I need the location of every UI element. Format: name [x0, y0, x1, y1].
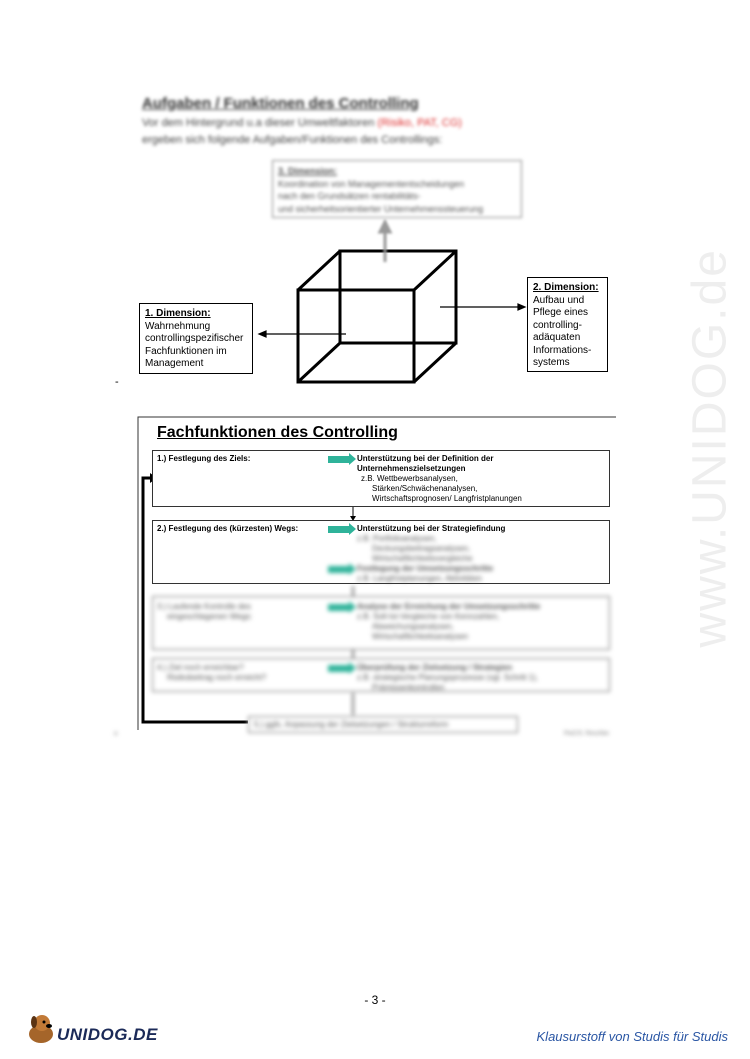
dim1-line-1: Wahrnehmung [145, 320, 211, 332]
dim1-line-3: Fachfunktionen im [145, 345, 227, 357]
dim1-line-2: controllingspezifischer [145, 333, 244, 344]
row-2-label: 2.) Festlegung des (kürzesten) Wegs: [157, 524, 299, 533]
corner-mark: a [114, 731, 118, 737]
connector-2-3 [352, 586, 354, 596]
row-4-label-1: 4.) Ziel noch erreichbar? [157, 663, 244, 672]
row-1-green-arrow [328, 456, 350, 463]
dim2-line-2: Pflege eines [533, 307, 589, 318]
dim2-line-5: Informations- [533, 344, 592, 356]
row-3-head: Analyse der Erreichung der Umsetzungsschritte [357, 602, 541, 611]
row-1-sub-3: Wirtschaftsprognosen/ Langfristplanungen [372, 494, 522, 503]
row-3-label-1: 3.) Laufende Kontrolle des [157, 602, 251, 611]
row-2-head-2: Festlegung der Umsetzungsschritte [357, 564, 494, 573]
dim2-heading: 2. Dimension: [533, 282, 599, 293]
row-2-head: Unterstützung bei der Strategiefindung [357, 524, 506, 533]
dim2-line-3: controlling- [533, 319, 582, 331]
row-3-sub-2: Abweichungsanalysen, [372, 622, 454, 631]
row-1-head-2: Unternehmenszielsetzungen [357, 464, 466, 473]
footer-tagline: Klausurstoff von Studis für Studis [536, 1029, 728, 1044]
row-4-sub-1: z.B. strategische Planungsprozesse (vgl. Schritt 1), [357, 673, 538, 682]
row-5-label: 5.) ggfs. Anpassung der Zielsetzungen / Strukturreform [254, 720, 449, 729]
page-number: - 3 - [364, 993, 386, 1007]
row-4-sub-2: Prämissenkontrollen [372, 683, 445, 692]
stray-dash: - [115, 376, 119, 388]
row-3-green-arrow [328, 604, 350, 611]
dim3-line-3: und sicherheitsorientierter Unternehmenssteuerung [278, 203, 484, 214]
dim2-line-6: systems [533, 357, 570, 368]
row-1-label: 1.) Festlegung des Ziels: [157, 454, 251, 463]
page-title: Aufgaben / Funktionen des Controlling [142, 95, 419, 112]
row-3-sub-3: Wirtschaftlichkeitsanalysen [372, 632, 469, 641]
intro-highlight: (Risiko, PAT, CG) [377, 117, 462, 129]
watermark: www.UNIDOG.de [683, 248, 737, 648]
dim3-heading: 3. Dimension: [278, 166, 338, 176]
row-2-sub-2: Deckungsbeitragsanalysen, [372, 544, 471, 553]
intro-line-1-text: Vor dem Hintergrund u.a dieser Umweltfaktoren [142, 117, 375, 129]
dog-logo-icon [24, 1012, 58, 1046]
row-1-head-1: Unterstützung bei der Definition der [357, 454, 494, 463]
dim2-line-1: Aufbau und [533, 294, 585, 306]
row-2-sub-3: Wirtschaftlichkeitsvergleiche [372, 554, 473, 563]
row-3-sub-1: z.B. Soll-Ist-Vergleiche von Kennzahlen, [357, 612, 500, 621]
dim1-line-4: Management [145, 358, 204, 369]
row-3-label-2: eingeschlagenen Wegs: [167, 612, 253, 621]
dim3-line-1: Koordination von Managemententscheidungen [278, 178, 465, 189]
row-2-sub-4: z.B. Langfristplanungen, Aktivitäten [357, 574, 482, 583]
row-2-sub-1: z.B. Portfolioanalysen, [357, 534, 437, 543]
fach-title: Fachfunktionen des Controlling [157, 424, 398, 441]
connector-4-5 [352, 693, 354, 715]
logo-text: UNIDOG.DE [57, 1025, 158, 1044]
dim2-line-4: adäquaten [533, 332, 581, 343]
dim1-heading: 1. Dimension: [145, 308, 211, 319]
intro-line-2: ergeben sich folgende Aufgaben/Funktionen des Controllings: [142, 134, 443, 146]
row-4-green-arrow [328, 665, 350, 672]
row-4-head: Überprüfung der Zielsetzung / Strategien [357, 663, 513, 672]
dim3-line-2: nach den Grundsätzen rentabilitäts- [278, 191, 421, 201]
row-4-label-2: Risikobeitrag noch erreicht? [167, 673, 267, 682]
row-1-sub-1: z.B. Wettbewerbsanalysen, [361, 474, 458, 483]
source-note: PwC/S. Reschke [564, 731, 610, 737]
row-1-sub-2: Stärken/Schwächenanalysen, [372, 484, 478, 493]
row-2b-green-arrow [328, 566, 350, 573]
blurred-region [114, 530, 615, 740]
